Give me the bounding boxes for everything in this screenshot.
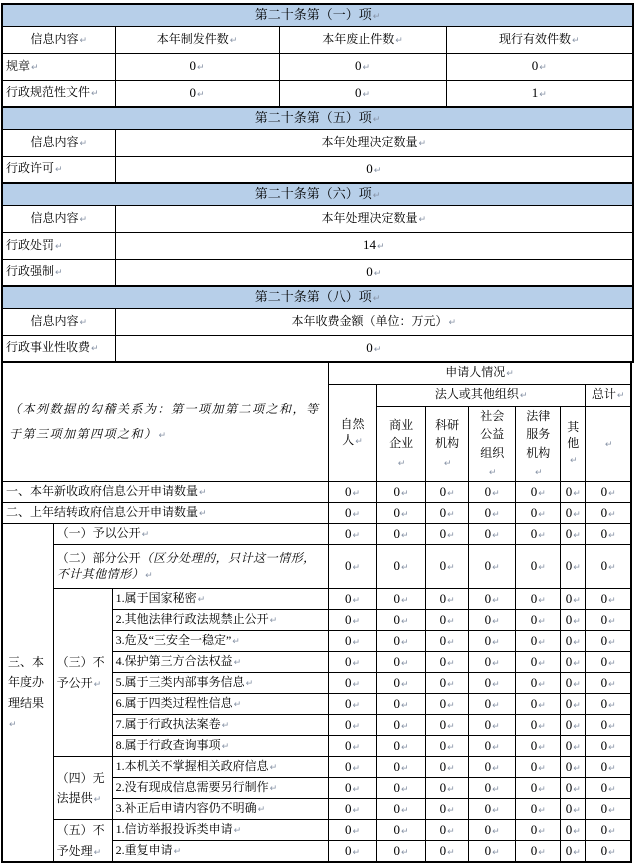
value-cell: 0 ↵ xyxy=(469,610,516,631)
row-label-granted: （一）予以公开 ↵ xyxy=(53,524,328,545)
value-cell: 0 ↵ xyxy=(328,652,376,673)
value-cell: 0 ↵ xyxy=(586,736,631,757)
table-row xyxy=(2,335,633,362)
table-row xyxy=(2,524,631,545)
value-cell: 0 ↵ xyxy=(561,545,586,589)
org-group-header: 法人或其他组织 ↵ xyxy=(377,384,586,406)
value-cell: 0 ↵ xyxy=(279,53,446,80)
value-cell: 0 ↵ xyxy=(115,80,279,107)
org-column-header-public-welfare: 社会公益组织 ↵ xyxy=(469,406,516,482)
column-header-repealed: 本年废止件数 ↵ xyxy=(279,26,446,53)
value-cell: 0 ↵ xyxy=(469,757,516,778)
value-cell: 0 ↵ xyxy=(377,503,426,524)
item-label: 1.属于国家秘密 ↵ xyxy=(112,589,328,610)
table-row xyxy=(2,156,633,183)
value-cell: 0 ↵ xyxy=(516,652,561,673)
value-cell: 0 ↵ xyxy=(328,503,376,524)
table-row xyxy=(2,820,631,841)
value-cell: 0 ↵ xyxy=(377,799,426,820)
value-cell: 0 ↵ xyxy=(426,757,469,778)
item-label: 2.其他法律行政法规禁止公开 ↵ xyxy=(112,610,328,631)
value-cell: 0 ↵ xyxy=(377,757,426,778)
row-label-text: （二）部分公开 xyxy=(56,551,141,566)
value-cell: 0 ↵ xyxy=(586,778,631,799)
value-cell: 0 ↵ xyxy=(469,545,516,589)
value-cell: 0 ↵ xyxy=(561,652,586,673)
value-cell: 0 ↵ xyxy=(586,503,631,524)
item-label: 2.没有现成信息需要另行制作 ↵ xyxy=(112,778,328,799)
column-header-effective: 现行有效件数 ↵ xyxy=(446,26,633,53)
section-table-article20-item8 xyxy=(1,285,634,363)
value-cell: 0 ↵ xyxy=(586,482,631,503)
value-cell: 0 ↵ xyxy=(561,841,586,862)
value-cell: 0 ↵ xyxy=(516,610,561,631)
value-cell: 0 ↵ xyxy=(426,610,469,631)
value-cell: 14 ↵ xyxy=(115,232,633,259)
total-header: 总计 ↵ xyxy=(586,384,631,406)
table-row xyxy=(2,545,631,589)
row-label-note: （区分处理的，只计这一情形，不计其他情形） ↵ xyxy=(57,551,316,581)
value-cell: 0 ↵ xyxy=(115,335,633,362)
value-cell: 0 ↵ xyxy=(328,820,376,841)
value-cell: 0 ↵ xyxy=(426,652,469,673)
table-row xyxy=(2,259,633,286)
value-cell: 0 ↵ xyxy=(516,778,561,799)
org-column-header-legal-service: 法律服务机构 ↵ xyxy=(516,406,561,482)
value-cell: 0 ↵ xyxy=(328,694,376,715)
value-cell: 0 ↵ xyxy=(426,673,469,694)
value-cell: 0 ↵ xyxy=(586,652,631,673)
value-cell: 0 ↵ xyxy=(377,545,426,589)
value-cell: 0 ↵ xyxy=(377,673,426,694)
row-label-new-applications: 一、本年新收政府信息公开申请数量 ↵ xyxy=(2,482,328,503)
table-row xyxy=(2,232,633,259)
value-cell: 0 ↵ xyxy=(516,841,561,862)
value-cell: 0 ↵ xyxy=(516,524,561,545)
value-cell: 0 ↵ xyxy=(469,631,516,652)
value-cell: 0 ↵ xyxy=(377,778,426,799)
value-cell: 0 ↵ xyxy=(426,715,469,736)
value-cell: 0 ↵ xyxy=(115,259,633,286)
value-cell: 0 ↵ xyxy=(328,482,376,503)
column-header-info-content: 信息内容 ↵ xyxy=(2,308,115,335)
value-cell: 0 ↵ xyxy=(377,610,426,631)
value-cell: 0 ↵ xyxy=(446,53,633,80)
subgroup-label-unable-to-provide: （四）无法提供 ↵ xyxy=(53,757,112,820)
applications-table xyxy=(1,361,632,863)
item-label: 7.属于行政执法案卷 ↵ xyxy=(112,715,328,736)
org-column-header-other: 其他 ↵ xyxy=(561,406,586,482)
value-cell: 0 ↵ xyxy=(328,673,376,694)
subgroup-label-not-disclosed: （三）不予公开 ↵ xyxy=(53,589,112,757)
value-cell: 0 ↵ xyxy=(561,736,586,757)
value-cell: 0 ↵ xyxy=(377,482,426,503)
item-label: 5.属于三类内部事务信息 ↵ xyxy=(112,673,328,694)
value-cell: 0 ↵ xyxy=(469,736,516,757)
value-cell: 0 ↵ xyxy=(469,673,516,694)
value-cell: 0 ↵ xyxy=(426,799,469,820)
total-empty-cell xyxy=(586,406,631,482)
value-cell: 0 ↵ xyxy=(426,820,469,841)
subgroup-label-not-processed: （五）不予处理 ↵ xyxy=(53,820,112,862)
item-label: 8.属于行政查询事项 ↵ xyxy=(112,736,328,757)
column-header-issued: 本年制发件数 ↵ xyxy=(115,26,279,53)
item-label: 3.补正后申请内容仍不明确 ↵ xyxy=(112,799,328,820)
value-cell: 0 ↵ xyxy=(561,589,586,610)
value-cell: 0 ↵ xyxy=(516,757,561,778)
value-cell: 0 ↵ xyxy=(328,545,376,589)
value-cell: 0 ↵ xyxy=(328,524,376,545)
row-label: 行政规范性文件 ↵ xyxy=(2,80,115,107)
value-cell: 0 ↵ xyxy=(516,503,561,524)
value-cell: 0 ↵ xyxy=(586,694,631,715)
column-header-fee-amount: 本年收费金额（单位：万元） ↵ xyxy=(115,308,633,335)
value-cell: 0 ↵ xyxy=(561,820,586,841)
value-cell: 0 ↵ xyxy=(586,524,631,545)
value-cell: 0 ↵ xyxy=(469,652,516,673)
value-cell: 0 ↵ xyxy=(328,610,376,631)
value-cell: 0 ↵ xyxy=(516,820,561,841)
value-cell: 0 ↵ xyxy=(426,736,469,757)
value-cell: 0 ↵ xyxy=(516,799,561,820)
row-label: 行政强制 ↵ xyxy=(2,259,115,286)
value-cell: 0 ↵ xyxy=(426,778,469,799)
value-cell: 0 ↵ xyxy=(426,545,469,589)
column-header-info-content: 信息内容 ↵ xyxy=(2,205,115,232)
reconciliation-note: （本列数据的勾稽关系为：第一项加第二项之和，等于第三项加第四项之和） ↵ xyxy=(2,362,328,482)
value-cell: 0 ↵ xyxy=(328,631,376,652)
natural-person-header: 自然人 ↵ xyxy=(328,384,376,482)
value-cell: 0 ↵ xyxy=(561,673,586,694)
value-cell: 0 ↵ xyxy=(469,778,516,799)
value-cell: 0 ↵ xyxy=(469,482,516,503)
item-label: 1.信访举报投诉类申请 ↵ xyxy=(112,820,328,841)
value-cell: 0 ↵ xyxy=(586,589,631,610)
section-table-article20-item5 xyxy=(1,106,634,184)
table-row xyxy=(2,80,633,107)
value-cell: 1 ↵ xyxy=(446,80,633,107)
value-cell: 0 ↵ xyxy=(469,715,516,736)
value-cell: 0 ↵ xyxy=(426,482,469,503)
table-row xyxy=(2,53,633,80)
table-row xyxy=(2,503,631,524)
value-cell: 0 ↵ xyxy=(586,545,631,589)
table-row xyxy=(2,589,631,610)
value-cell: 0 ↵ xyxy=(469,589,516,610)
row-label: 行政许可 ↵ xyxy=(2,156,115,183)
value-cell: 0 ↵ xyxy=(469,841,516,862)
value-cell: 0 ↵ xyxy=(469,820,516,841)
value-cell: 0 ↵ xyxy=(426,841,469,862)
value-cell: 0 ↵ xyxy=(115,53,279,80)
value-cell: 0 ↵ xyxy=(328,715,376,736)
value-cell: 0 ↵ xyxy=(586,820,631,841)
value-cell: 0 ↵ xyxy=(561,799,586,820)
value-cell: 0 ↵ xyxy=(426,631,469,652)
value-cell: 0 ↵ xyxy=(377,736,426,757)
value-cell: 0 ↵ xyxy=(469,503,516,524)
value-cell: 0 ↵ xyxy=(328,736,376,757)
section-title: 第二十条第（六）项 ↵ xyxy=(2,183,633,205)
value-cell: 0 ↵ xyxy=(377,652,426,673)
value-cell: 0 ↵ xyxy=(328,757,376,778)
value-cell: 0 ↵ xyxy=(426,589,469,610)
column-header-decisions: 本年处理决定数量 ↵ xyxy=(115,205,633,232)
row-label-partially-granted xyxy=(53,545,328,589)
row-label: 规章 ↵ xyxy=(2,53,115,80)
value-cell: 0 ↵ xyxy=(377,524,426,545)
section-table-article20-item6 xyxy=(1,182,634,287)
value-cell: 0 ↵ xyxy=(586,610,631,631)
value-cell: 0 ↵ xyxy=(561,503,586,524)
table-row xyxy=(2,757,631,778)
value-cell: 0 ↵ xyxy=(377,694,426,715)
value-cell: 0 ↵ xyxy=(586,841,631,862)
value-cell: 0 ↵ xyxy=(426,694,469,715)
value-cell: 0 ↵ xyxy=(561,631,586,652)
value-cell: 0 ↵ xyxy=(586,673,631,694)
value-cell: 0 ↵ xyxy=(377,715,426,736)
section-title: 第二十条第（五）项 ↵ xyxy=(2,107,633,129)
item-label: 3.危及“三安全一稳定” ↵ xyxy=(112,631,328,652)
value-cell: 0 ↵ xyxy=(426,503,469,524)
value-cell: 0 ↵ xyxy=(516,482,561,503)
value-cell: 0 ↵ xyxy=(561,778,586,799)
value-cell: 0 ↵ xyxy=(377,589,426,610)
value-cell: 0 ↵ xyxy=(586,757,631,778)
value-cell: 0 ↵ xyxy=(561,715,586,736)
item-label: 2.重复申请 ↵ xyxy=(112,841,328,862)
value-cell: 0 ↵ xyxy=(586,715,631,736)
value-cell: 0 ↵ xyxy=(377,631,426,652)
row-label-carried-over-applications: 二、上年结转政府信息公开申请数量 ↵ xyxy=(2,503,328,524)
value-cell: 0 ↵ xyxy=(328,589,376,610)
value-cell: 0 ↵ xyxy=(115,156,633,183)
value-cell: 0 ↵ xyxy=(469,799,516,820)
value-cell: 0 ↵ xyxy=(516,715,561,736)
value-cell: 0 ↵ xyxy=(561,524,586,545)
value-cell: 0 ↵ xyxy=(377,841,426,862)
row-label: 行政处罚 ↵ xyxy=(2,232,115,259)
column-header-info-content: 信息内容 ↵ xyxy=(2,26,115,53)
item-label: 6.属于四类过程性信息 ↵ xyxy=(112,694,328,715)
value-cell: 0 ↵ xyxy=(561,482,586,503)
org-column-header-business: 商业企业 ↵ xyxy=(377,406,426,482)
value-cell: 0 ↵ xyxy=(377,820,426,841)
item-label: 4.保护第三方合法权益 ↵ xyxy=(112,652,328,673)
value-cell: 0 ↵ xyxy=(328,841,376,862)
value-cell: 0 ↵ xyxy=(516,694,561,715)
applicant-status-header: 申请人情况 ↵ xyxy=(328,362,631,384)
value-cell: 0 ↵ xyxy=(586,631,631,652)
section-title: 第二十条第（八）项 ↵ xyxy=(2,286,633,308)
column-header-decisions: 本年处理决定数量 ↵ xyxy=(115,129,633,156)
value-cell: 0 ↵ xyxy=(516,545,561,589)
group-label-processing-results: 三、本年度办理结果 ↵ xyxy=(2,524,53,862)
section-title: 第二十条第（一）项 ↵ xyxy=(2,4,633,26)
value-cell: 0 ↵ xyxy=(516,589,561,610)
value-cell: 0 ↵ xyxy=(328,778,376,799)
value-cell: 0 ↵ xyxy=(328,799,376,820)
value-cell: 0 ↵ xyxy=(516,631,561,652)
value-cell: 0 ↵ xyxy=(469,524,516,545)
value-cell: 0 ↵ xyxy=(516,736,561,757)
item-label: 1.本机关不掌握相关政府信息 ↵ xyxy=(112,757,328,778)
value-cell: 0 ↵ xyxy=(561,694,586,715)
column-header-info-content: 信息内容 ↵ xyxy=(2,129,115,156)
org-column-header-research: 科研机构 ↵ xyxy=(426,406,469,482)
value-cell: 0 ↵ xyxy=(516,673,561,694)
row-label: 行政事业性收费 ↵ xyxy=(2,335,115,362)
value-cell: 0 ↵ xyxy=(279,80,446,107)
table-row xyxy=(2,482,631,503)
value-cell: 0 ↵ xyxy=(561,610,586,631)
section-table-article20-item1 xyxy=(1,3,634,108)
value-cell: 0 ↵ xyxy=(426,524,469,545)
value-cell: 0 ↵ xyxy=(561,757,586,778)
value-cell: 0 ↵ xyxy=(469,694,516,715)
value-cell: 0 ↵ xyxy=(586,799,631,820)
